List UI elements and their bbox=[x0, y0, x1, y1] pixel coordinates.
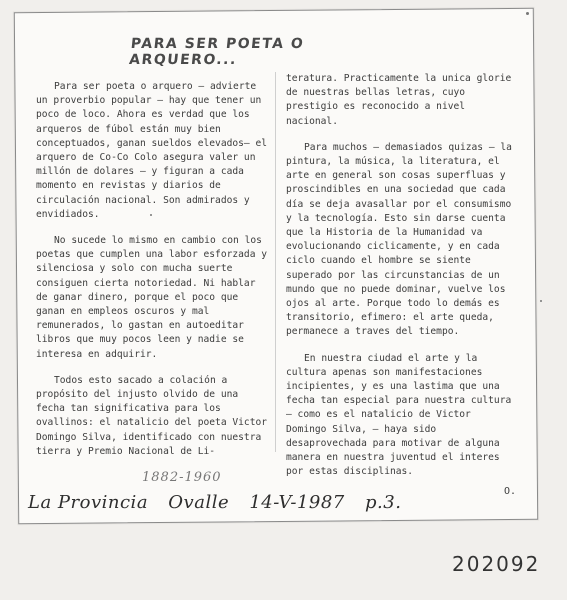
source-newspaper: La Provincia bbox=[28, 492, 149, 513]
handwritten-years: 1882-1960 bbox=[142, 470, 222, 485]
right-paragraph-2: Para muchos — demasiados quizas — la pintura, la música, la literatura, el arte en general son cosas superfluas y proscindibles en una sociedad que cada día se deja avasallar por el consumismo y la tecnología. Esto sin darse cuenta que la Historia de la Humanidad va evolucionando ciclicamente, y en cada ciclo cuando el hombre se siente superado por las circunstancias de un mundo que no puede dominar, vuelve los ojos al arte. Porque todo lo demás es transitorio, efimero: el arte queda, permanece a traves del tiempo. bbox=[286, 141, 512, 338]
paper-speck bbox=[150, 214, 152, 216]
article-left-column bbox=[36, 80, 268, 471]
right-paragraph-3: En nuestra ciudad el arte y la cultura apenas son manifestaciones incipientes, y es una lastima que una fecha tan especial para nuestra cultura — como es el natalicio de Victor Domingo Silva, — haya sido desaprovechada para motivar de alguna manera en nuestra juventud el interes por estas disciplinas. bbox=[286, 352, 512, 478]
handwritten-source-note bbox=[28, 492, 415, 513]
left-paragraph-1: Para ser poeta o arquero — advierte un proverbio popular — hay que tener un poco de loco. Ahora es verdad que los arqueros de fúbol están muy bien conceptuados, ganan sueldos elevados— el arquero de Co-Co Colo asegura valer un millón de dolares — y figuran a cada momento en revistas y diarios de circulación nacional. Son admirados y envidiados. bbox=[36, 81, 268, 220]
article-headline: PARA SER POETA O ARQUERO... bbox=[128, 36, 306, 68]
column-divider bbox=[275, 72, 276, 452]
left-paragraph-3: Todos esto sacado a colación a propósito del injusto olvido de una fecha tan significativa para los ovallinos: el natalicio del poeta Victor Domingo Silva, identificado con nuestra tierra y Premio Nacional de Li- bbox=[36, 374, 268, 457]
paper-speck bbox=[540, 300, 542, 302]
source-page: p.3. bbox=[365, 492, 402, 513]
paper-speck bbox=[526, 12, 529, 15]
article-right-column bbox=[286, 72, 516, 500]
source-date: 14-V-1987 bbox=[249, 492, 345, 513]
right-paragraph-1: teratura. Practicamente la unica glorie de nuestras bellas letras, cuyo prestigio es reconocido a nivel nacional. bbox=[286, 73, 512, 127]
source-city: Ovalle bbox=[168, 492, 230, 513]
author-initial: O. bbox=[503, 486, 516, 498]
left-paragraph-2: No sucede lo mismo en cambio con los poetas que cumplen una labor esforzada y silenciosa y solo con mucha suerte consiguen cierta notoriedad. Ni hablar de ganar dinero, porque el poco que ganan en empleos oscuros y mal remunerados, lo gastan en autoeditar libros que muy pocos leen y nadie se interesa en adquirir. bbox=[36, 235, 268, 360]
archive-id-number: 202092 bbox=[452, 552, 541, 576]
